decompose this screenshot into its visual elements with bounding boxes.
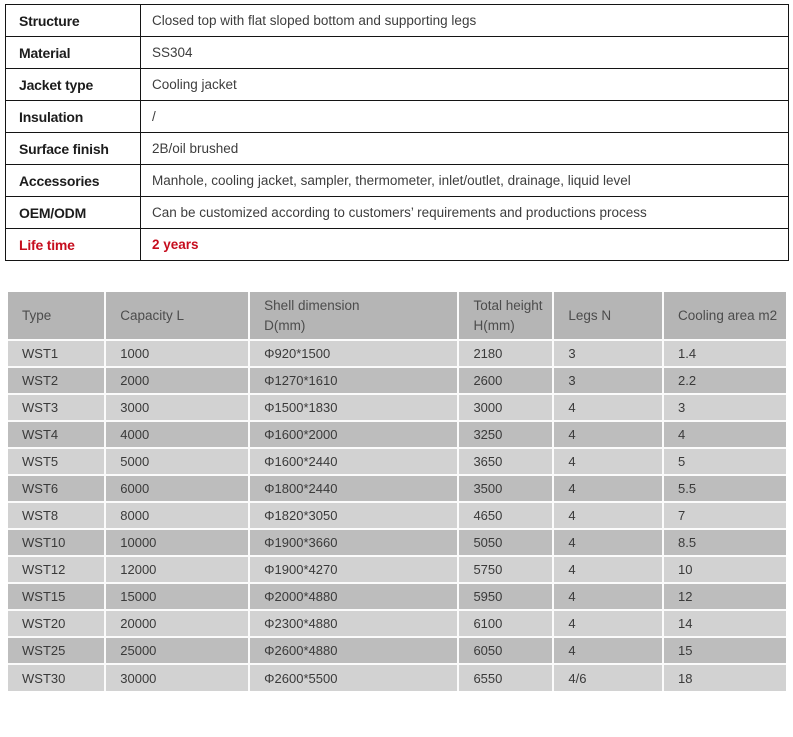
spec-row xyxy=(6,165,789,197)
table-cell: 2000 xyxy=(105,367,249,394)
table-cell: WST12 xyxy=(8,556,105,583)
table-cell: WST30 xyxy=(8,664,105,691)
table-cell: 10000 xyxy=(105,529,249,556)
table-cell: Φ920*1500 xyxy=(249,340,458,367)
table-cell: 3250 xyxy=(458,421,553,448)
spec-value: Cooling jacket xyxy=(141,69,789,101)
table-cell: 4 xyxy=(553,556,663,583)
table-cell: WST20 xyxy=(8,610,105,637)
table-cell: 7 xyxy=(663,502,786,529)
table-cell: Φ1270*1610 xyxy=(249,367,458,394)
table-cell: 30000 xyxy=(105,664,249,691)
spec-label: Life time xyxy=(6,229,141,261)
table-cell: Φ1500*1830 xyxy=(249,394,458,421)
model-table-header xyxy=(8,292,786,340)
table-cell: 2.2 xyxy=(663,367,786,394)
table-cell: 4000 xyxy=(105,421,249,448)
table-cell: 4 xyxy=(553,637,663,664)
table-cell: 4 xyxy=(553,394,663,421)
table-cell: WST3 xyxy=(8,394,105,421)
table-cell: 1.4 xyxy=(663,340,786,367)
table-cell: 4 xyxy=(553,475,663,502)
table-cell: 5750 xyxy=(458,556,553,583)
table-cell: WST5 xyxy=(8,448,105,475)
table-cell: 6050 xyxy=(458,637,553,664)
table-cell: Φ1800*2440 xyxy=(249,475,458,502)
table-cell: 3 xyxy=(553,340,663,367)
spec-row xyxy=(6,197,789,229)
table-cell: WST8 xyxy=(8,502,105,529)
column-header-capacity: Capacity L xyxy=(105,292,249,340)
table-cell: 4650 xyxy=(458,502,553,529)
table-row xyxy=(8,448,786,475)
table-cell: 2180 xyxy=(458,340,553,367)
table-row xyxy=(8,475,786,502)
spec-value: / xyxy=(141,101,789,133)
table-cell: Φ1600*2440 xyxy=(249,448,458,475)
table-cell: Φ1820*3050 xyxy=(249,502,458,529)
column-header-cooling-area: Cooling area m2 xyxy=(663,292,786,340)
table-cell: Φ1900*4270 xyxy=(249,556,458,583)
spec-label: Surface finish xyxy=(6,133,141,165)
table-cell: WST4 xyxy=(8,421,105,448)
spec-label: Jacket type xyxy=(6,69,141,101)
column-header-shell-dimension: Shell dimension D(mm) xyxy=(249,292,458,340)
spec-label: Structure xyxy=(6,5,141,37)
column-header-legs: Legs N xyxy=(553,292,663,340)
table-cell: 6000 xyxy=(105,475,249,502)
table-cell: Φ2300*4880 xyxy=(249,610,458,637)
table-cell: Φ2600*5500 xyxy=(249,664,458,691)
table-cell: WST2 xyxy=(8,367,105,394)
table-cell: 4 xyxy=(663,421,786,448)
table-cell: WST25 xyxy=(8,637,105,664)
table-cell: 3 xyxy=(553,367,663,394)
table-cell: 5.5 xyxy=(663,475,786,502)
spec-value: 2 years xyxy=(141,229,789,261)
spec-row xyxy=(6,37,789,69)
table-cell: 12 xyxy=(663,583,786,610)
table-cell: 3500 xyxy=(458,475,553,502)
table-row xyxy=(8,637,786,664)
table-cell: 20000 xyxy=(105,610,249,637)
table-cell: WST10 xyxy=(8,529,105,556)
spec-label: Accessories xyxy=(6,165,141,197)
table-cell: 8000 xyxy=(105,502,249,529)
table-cell: 8.5 xyxy=(663,529,786,556)
spec-value: 2B/oil brushed xyxy=(141,133,789,165)
table-row xyxy=(8,664,786,691)
table-cell: 2600 xyxy=(458,367,553,394)
table-cell: 4 xyxy=(553,610,663,637)
table-cell: 12000 xyxy=(105,556,249,583)
spec-table xyxy=(5,4,789,261)
table-row xyxy=(8,556,786,583)
table-cell: WST6 xyxy=(8,475,105,502)
spec-label: Material xyxy=(6,37,141,69)
table-row xyxy=(8,340,786,367)
spec-value: Manhole, cooling jacket, sampler, thermometer, inlet/outlet, drainage, liquid level xyxy=(141,165,789,197)
table-cell: 4 xyxy=(553,448,663,475)
table-cell: 3000 xyxy=(105,394,249,421)
table-row xyxy=(8,583,786,610)
spec-value: SS304 xyxy=(141,37,789,69)
table-row xyxy=(8,502,786,529)
table-cell: WST15 xyxy=(8,583,105,610)
table-cell: 5 xyxy=(663,448,786,475)
table-row xyxy=(8,610,786,637)
table-cell: 4 xyxy=(553,502,663,529)
table-cell: 14 xyxy=(663,610,786,637)
table-cell: Φ1600*2000 xyxy=(249,421,458,448)
table-cell: Φ2600*4880 xyxy=(249,637,458,664)
table-cell: Φ2000*4880 xyxy=(249,583,458,610)
spec-value: Can be customized according to customers’ requirements and productions process xyxy=(141,197,789,229)
table-cell: WST1 xyxy=(8,340,105,367)
table-cell: 4/6 xyxy=(553,664,663,691)
table-cell: 15 xyxy=(663,637,786,664)
spec-row xyxy=(6,5,789,37)
table-cell: 25000 xyxy=(105,637,249,664)
spec-row xyxy=(6,69,789,101)
model-table-body xyxy=(8,340,786,691)
table-cell: 3 xyxy=(663,394,786,421)
table-row xyxy=(8,394,786,421)
spec-row-lifetime xyxy=(6,229,789,261)
table-row xyxy=(8,529,786,556)
table-cell: 4 xyxy=(553,583,663,610)
spec-label: Insulation xyxy=(6,101,141,133)
table-cell: 3650 xyxy=(458,448,553,475)
table-cell: 5050 xyxy=(458,529,553,556)
spec-value: Closed top with flat sloped bottom and supporting legs xyxy=(141,5,789,37)
table-row xyxy=(8,367,786,394)
spec-label: OEM/ODM xyxy=(6,197,141,229)
column-header-total-height: Total height H(mm) xyxy=(458,292,553,340)
table-cell: 18 xyxy=(663,664,786,691)
table-cell: 5000 xyxy=(105,448,249,475)
header-row xyxy=(8,292,786,340)
table-row xyxy=(8,421,786,448)
table-cell: Φ1900*3660 xyxy=(249,529,458,556)
model-table xyxy=(8,292,786,691)
column-header-type: Type xyxy=(8,292,105,340)
spec-row xyxy=(6,101,789,133)
table-cell: 3000 xyxy=(458,394,553,421)
table-cell: 6100 xyxy=(458,610,553,637)
table-cell: 6550 xyxy=(458,664,553,691)
table-cell: 15000 xyxy=(105,583,249,610)
table-cell: 5950 xyxy=(458,583,553,610)
table-cell: 10 xyxy=(663,556,786,583)
spec-row xyxy=(6,133,789,165)
table-cell: 1000 xyxy=(105,340,249,367)
table-cell: 4 xyxy=(553,421,663,448)
table-cell: 4 xyxy=(553,529,663,556)
